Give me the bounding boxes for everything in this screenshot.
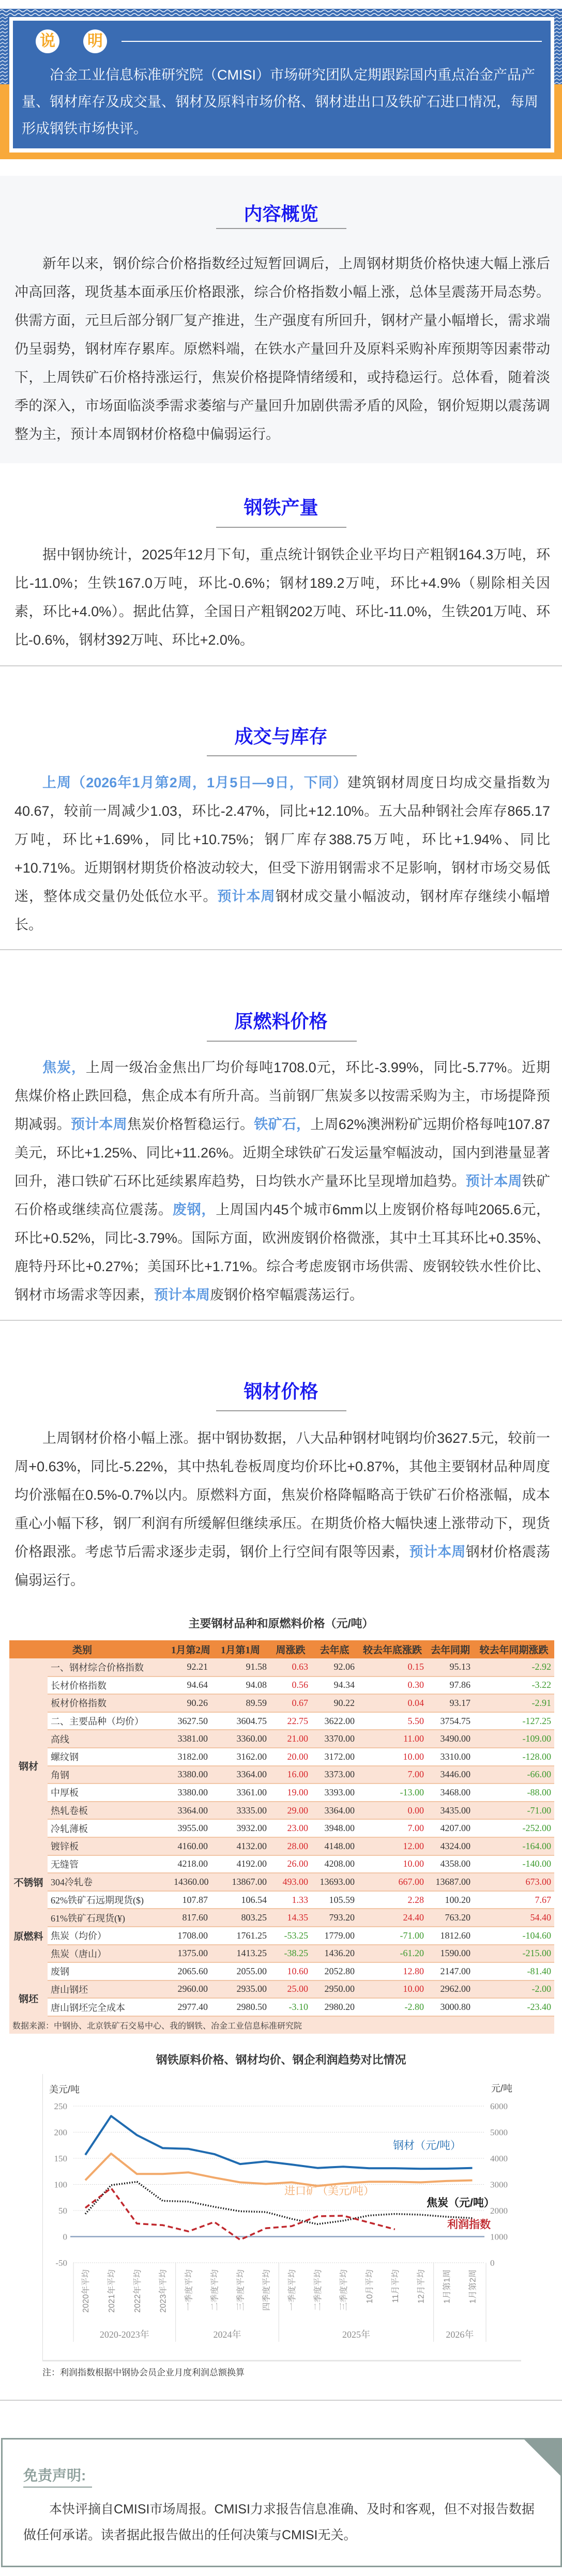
x-axis-tick-label: 12月平均 (417, 2269, 426, 2304)
table-value-cell: 3435.00 (427, 1802, 474, 1820)
table-value-cell: 1436.20 (311, 1945, 358, 1963)
right-axis-tick-label: 6000 (490, 2101, 508, 2111)
table-column-header: 1月第2周 (171, 1640, 211, 1658)
section-title-underline (207, 755, 357, 756)
x-axis-tick-label: 一季度平均 (288, 2269, 297, 2311)
table-value-cell: -128.00 (474, 1748, 554, 1766)
table-value-cell: 14.35 (270, 1909, 311, 1927)
body-text: 上周钢材价格小幅上涨。据中钢协数据，八大品种钢材吨钢均价3627.5元，较前一周+0.63%，同比-5.22%，其中热轧卷板周度均价环比+0.87%，其他主要钢材品种周度均价涨幅在0.5%-0.7%以内。原燃料方面，焦炭价格降幅略高于铁矿石价格涨幅，成本重心小幅下移，钢厂利润有所缓解但继续承压。在期货价格大幅快速上涨带动下，现货价格跟涨。考虑节后需求逐步走弱，钢价上行空间有限等因素， (14, 1430, 550, 1560)
table-value-cell: 14360.00 (171, 1873, 211, 1891)
table-value-cell: 1375.00 (171, 1945, 211, 1963)
table-category-cell: 原燃料 (9, 1891, 48, 1980)
table-value-cell: 3380.00 (171, 1784, 211, 1802)
table-item-name: 角钢 (48, 1766, 171, 1784)
table-row (9, 1855, 554, 1873)
table-category-cell: 不锈钢 (9, 1873, 48, 1891)
table-value-cell: 3172.00 (311, 1748, 358, 1766)
table-item-name: 二、主要品种（均价） (48, 1712, 171, 1730)
table-value-cell: -23.40 (474, 1998, 554, 2016)
body-text: 新年以来，钢价综合价格指数经过短暂回调后，上周钢材期货价格快速大幅上涨后冲高回落，现货基本面承压价格跟涨，综合价格指数小幅上涨，总体呈震荡开局态势。供需方面，元旦后部分钢厂复产推进，生产强度有所回升，钢材产量小幅增长，需求端仍呈弱势，钢材库存累库。原燃料端，在铁水产量回升及原料采购补库预期等因素带动下，上周铁矿石价格持涨运行，焦炭价格提降情绪缓和，或持稳运行。总体看，随着淡季的深入，市场面临淡季需求萎缩与产量回升加剧供需矛盾的风险，钢价短期以震荡调整为主，预计本周钢材价格稳中偏弱运行。 (14, 256, 550, 442)
highlight-text: 废钢， (172, 1202, 216, 1217)
table-value-cell: -127.25 (474, 1712, 554, 1730)
series-line-2 (85, 2182, 473, 2224)
table-value-cell: -252.00 (474, 1819, 554, 1837)
table-value-cell: 0.67 (270, 1694, 311, 1712)
table-value-cell: 0.00 (358, 1802, 427, 1820)
table-item-name: 62%铁矿石远期现货($) (48, 1891, 171, 1909)
table-value-cell: 92.06 (311, 1658, 358, 1676)
section-title: 内容概览 (244, 203, 318, 224)
table-value-cell: -3.22 (474, 1676, 554, 1695)
table-row (9, 1909, 554, 1927)
table-value-cell: 16.00 (270, 1766, 311, 1784)
table-value-cell: 3468.00 (427, 1784, 474, 1802)
header-description: 冶金工业信息标准研究院（CMISI）市场研究团队定期跟踪国内重点冶金产品产量、钢材库存及成交量、钢材及原料市场价格、钢材进出口及铁矿石进口情况，每周形成钢铁市场快评。 (22, 67, 538, 136)
right-axis-tick-label: 0 (490, 2258, 495, 2268)
series-label: 钢材（元/吨） (393, 2140, 461, 2152)
table-value-cell: 13693.00 (311, 1873, 358, 1891)
table-value-cell: -104.60 (474, 1927, 554, 1945)
table-value-cell: -2.91 (474, 1694, 554, 1712)
table-value-cell: 667.00 (358, 1873, 427, 1891)
table-value-cell: 24.40 (358, 1909, 427, 1927)
table-value-cell: 2960.00 (171, 1980, 211, 1999)
table-value-cell: 90.22 (311, 1694, 358, 1712)
table-value-cell: 3393.00 (311, 1784, 358, 1802)
table-item-name: 螺纹钢 (48, 1748, 171, 1766)
highlight-text: 预计本周 (71, 1117, 127, 1132)
chart-title: 钢铁原料价格、钢材均价、钢企利润趋势对比情况 (156, 2053, 406, 2066)
table-value-cell: 3490.00 (427, 1730, 474, 1748)
series-label: 焦炭（元/吨） (427, 2197, 495, 2209)
table-item-name: 板材价格指数 (48, 1694, 171, 1712)
section-title: 钢材价格 (244, 1381, 318, 1402)
section-paragraph (14, 541, 550, 654)
table-value-cell: -2.80 (358, 1998, 427, 2016)
table-column-header: 较去年底涨跌 (358, 1640, 427, 1658)
left-axis-tick-label: 100 (54, 2179, 67, 2190)
table-column-header: 1月第1周 (211, 1640, 270, 1658)
x-axis-tick-label: 二季度平均 (210, 2269, 220, 2311)
table-row (9, 1927, 554, 1945)
table-value-cell: 3364.00 (211, 1766, 270, 1784)
table-category-cell: 钢材 (9, 1658, 48, 1873)
table-value-cell: 2977.40 (171, 1998, 211, 2016)
table-row (9, 1891, 554, 1909)
table-value-cell: -13.00 (358, 1784, 427, 1802)
series-label: 利润指数 (447, 2219, 491, 2231)
right-axis-tick-label: 4000 (490, 2154, 508, 2163)
table-value-cell: 2.28 (358, 1891, 427, 1909)
table-row (9, 1802, 554, 1820)
table-value-cell: 12.80 (358, 1962, 427, 1980)
x-axis-tick-label: 一季度平均 (185, 2269, 194, 2311)
table-value-cell: 19.00 (270, 1784, 311, 1802)
table-value-cell: 4192.00 (211, 1855, 270, 1873)
table-value-cell: -61.20 (358, 1945, 427, 1963)
x-axis-tick-label: 三季度平均 (340, 2269, 348, 2311)
table-value-cell: 93.17 (427, 1694, 474, 1712)
table-value-cell: -53.25 (270, 1927, 311, 1945)
section-paragraph (14, 1424, 550, 1595)
table-value-cell: 3627.50 (171, 1712, 211, 1730)
x-axis-tick-label: 1月第2周 (468, 2269, 478, 2304)
highlight-text: 预计本周 (154, 1287, 210, 1303)
table-value-cell: 1590.00 (427, 1945, 474, 1963)
table-value-cell: 4208.00 (311, 1855, 358, 1873)
body-text: 钢材成交量小幅波动，钢材库存继续小幅增长。 (14, 889, 551, 933)
x-axis-tick-label: 1月第1周 (443, 2269, 452, 2304)
table-value-cell: -81.40 (474, 1962, 554, 1980)
x-axis-group-label: 2024年 (213, 2329, 241, 2340)
left-axis-tick-label: 250 (54, 2101, 67, 2111)
section-title-underline (207, 1041, 357, 1042)
body-text: 据中钢协统计，2025年12月下旬，重点统计钢铁企业平均日产粗钢164.3万吨，环比-11.0%；生铁167.0万吨，环比-0.6%；钢材189.2万吨，环比+4.9%（剔除相关因素，环比+4.0%）。据此估算，全国日产粗钢202万吨、环比-11.0%，生铁201万吨、环比-0.6%，钢材392万吨、环比+2.0%。 (14, 547, 550, 648)
table-value-cell: -164.00 (474, 1837, 554, 1855)
body-text: 上周62%澳洲粉矿远期价格每吨107.87美元，环比+1.25%、同比+11.26%。近期全球铁矿石发运量窄幅波动，国内到港量显著回升，港口铁矿石环比延续累库趋势，日均铁水产量环比呈现增加趋势。 (14, 1117, 551, 1189)
table-value-cell: 1812.60 (427, 1927, 474, 1945)
table-row (9, 1819, 554, 1837)
table-item-name: 冷轧薄板 (48, 1819, 171, 1837)
table-value-cell: 2065.60 (171, 1962, 211, 1980)
table-value-cell: -140.00 (474, 1855, 554, 1873)
table-value-cell: 7.00 (358, 1766, 427, 1784)
right-axis-tick-label: 1000 (490, 2232, 508, 2242)
table-item-name: 长材价格指数 (48, 1676, 171, 1695)
table-value-cell: 1413.25 (211, 1945, 270, 1963)
table-value-cell: 0.30 (358, 1676, 427, 1695)
table-value-cell: 54.40 (474, 1909, 554, 1927)
table-item-name: 61%铁矿石现货(¥) (48, 1909, 171, 1927)
table-column-header: 较去年同期涨跌 (474, 1640, 554, 1658)
x-axis-tick-label: 二季度平均 (314, 2269, 323, 2311)
section-paragraph (14, 1054, 550, 1309)
table-value-cell: 89.59 (211, 1694, 270, 1712)
table-value-cell: 3948.00 (311, 1819, 358, 1837)
right-axis-tick-label: 2000 (490, 2206, 508, 2216)
disclaimer-title: 免责声明: (23, 2467, 86, 2483)
table-value-cell: -2.92 (474, 1658, 554, 1676)
section-paragraph (14, 769, 550, 939)
x-axis-tick-label: 2023年平均 (159, 2269, 168, 2313)
table-value-cell: 3754.75 (427, 1712, 474, 1730)
table-value-cell: 3446.00 (427, 1766, 474, 1784)
table-value-cell: 3955.00 (171, 1819, 211, 1837)
x-axis-tick-label: 11月平均 (391, 2269, 400, 2303)
table-value-cell: 3364.00 (171, 1802, 211, 1820)
table-row (9, 1712, 554, 1730)
table-item-name: 焦炭（唐山） (48, 1945, 171, 1963)
table-column-header: 去年同期 (427, 1640, 474, 1658)
table-value-cell: 2147.00 (427, 1962, 474, 1980)
table-column-header: 去年底 (311, 1640, 358, 1658)
table-value-cell: 2055.00 (211, 1962, 270, 1980)
x-axis-tick-label: 2021年平均 (107, 2269, 116, 2313)
table-row (9, 1748, 554, 1766)
corner-triangle-decoration (524, 2440, 560, 2476)
left-axis-tick-label: -50 (55, 2258, 67, 2268)
table-value-cell: 3361.00 (211, 1784, 270, 1802)
table-value-cell: 3182.00 (171, 1748, 211, 1766)
section-title: 原燃料价格 (234, 1011, 328, 1032)
section-divider (0, 665, 562, 666)
table-value-cell: 12.00 (358, 1837, 427, 1855)
x-axis-tick-label: 四季度平均 (262, 2269, 271, 2311)
table-item-name: 中厚板 (48, 1784, 171, 1802)
table-item-name: 304冷轧卷 (48, 1873, 171, 1891)
table-value-cell: 3932.00 (211, 1819, 270, 1837)
table-value-cell: 10.60 (270, 1962, 311, 1980)
table-value-cell: -3.10 (270, 1998, 311, 2016)
table-row (9, 1998, 554, 2016)
table-value-cell: 26.00 (270, 1855, 311, 1873)
table-value-cell: 22.75 (270, 1712, 311, 1730)
table-value-cell: 1708.00 (171, 1927, 211, 1945)
table-item-name: 高线 (48, 1730, 171, 1748)
section-title-underline (216, 228, 346, 229)
table-value-cell: 92.21 (171, 1658, 211, 1676)
table-value-cell: 105.59 (311, 1891, 358, 1909)
section-title: 成交与库存 (234, 726, 328, 747)
table-row (9, 1676, 554, 1695)
table-value-cell: 4160.00 (171, 1837, 211, 1855)
disclaimer-underline (23, 2487, 92, 2488)
table-source-note: 数据来源：中钢协、北京铁矿石交易中心、我的钢铁、冶金工业信息标准研究院 (9, 2016, 554, 2034)
table-value-cell: 4207.00 (427, 1819, 474, 1837)
table-value-cell: 10.00 (358, 1748, 427, 1766)
table-value-cell: 28.00 (270, 1837, 311, 1855)
x-axis-group-label: 2025年 (342, 2329, 370, 2340)
table-value-cell: 4132.00 (211, 1837, 270, 1855)
table-item-name: 热轧卷板 (48, 1802, 171, 1820)
table-value-cell: 97.86 (427, 1676, 474, 1695)
disclaimer-text: 本快评摘自CMISI市场周报。CMISI力求报告信息准确、及时和客观，但不对报告数据做任何承诺。读者据此报告做出的任何决策与CMISI无关。 (23, 2502, 535, 2542)
table-value-cell: 763.20 (427, 1909, 474, 1927)
table-value-cell: 4358.00 (427, 1855, 474, 1873)
left-axis-tick-label: 200 (54, 2127, 67, 2138)
section-title-underline (216, 527, 346, 528)
table-value-cell: 7.00 (358, 1819, 427, 1837)
table-item-name: 镀锌板 (48, 1837, 171, 1855)
right-axis-tick-label: 5000 (490, 2127, 508, 2138)
table-column-header: 周涨跌 (270, 1640, 311, 1658)
table-item-name: 焦炭（均价） (48, 1927, 171, 1945)
table-row (9, 1980, 554, 1999)
trend-chart (0, 2068, 562, 2357)
section-divider (0, 1320, 562, 1321)
table-value-cell: 10.00 (358, 1980, 427, 1999)
table-value-cell: -66.00 (474, 1766, 554, 1784)
table-value-cell: 1779.00 (311, 1927, 358, 1945)
body-text: 废钢价格窄幅震荡运行。 (210, 1287, 363, 1303)
table-value-cell: 2962.00 (427, 1980, 474, 1999)
table-category-cell: 钢坯 (9, 1980, 48, 2016)
x-axis-group-label: 2026年 (446, 2329, 474, 2340)
section-divider (0, 949, 562, 950)
chart-note: 注：利润指数根据中钢协会员企业月度利润总额换算 (42, 2368, 245, 2377)
table-value-cell: 10.00 (358, 1855, 427, 1873)
table-item-name: 一、钢材综合价格指数 (48, 1658, 171, 1676)
table-row (9, 1945, 554, 1963)
table-value-cell: 3310.00 (427, 1748, 474, 1766)
table-value-cell: 3370.00 (311, 1730, 358, 1748)
highlight-text: 上周（2026年1月第2周，1月5日—9日，下同） (42, 775, 347, 790)
table-value-cell: 106.54 (211, 1891, 270, 1909)
table-value-cell: 0.56 (270, 1676, 311, 1695)
table-value-cell: 2052.80 (311, 1962, 358, 1980)
table-value-cell: -38.25 (270, 1945, 311, 1963)
price-table (9, 1640, 554, 2034)
header-rule (121, 41, 542, 42)
x-axis-tick-label: 2020年平均 (82, 2269, 90, 2313)
table-value-cell: -2.00 (474, 1980, 554, 1999)
table-value-cell: 2935.00 (211, 1980, 270, 1999)
table-value-cell: -71.00 (474, 1802, 554, 1820)
table-value-cell: -88.00 (474, 1784, 554, 1802)
series-label: 进口矿（美元/吨） (284, 2185, 374, 2197)
table-row (9, 1837, 554, 1855)
table-value-cell: 3381.00 (171, 1730, 211, 1748)
table-value-cell: 2980.50 (211, 1998, 270, 2016)
table-value-cell: -71.00 (358, 1927, 427, 1945)
table-value-cell: 3622.00 (311, 1712, 358, 1730)
table-value-cell: 13687.00 (427, 1873, 474, 1891)
left-axis-label: 美元/吨 (49, 2084, 80, 2095)
table-value-cell: 1.33 (270, 1891, 311, 1909)
table-value-cell: 95.13 (427, 1658, 474, 1676)
table-value-cell: 7.67 (474, 1891, 554, 1909)
table-value-cell: 4218.00 (171, 1855, 211, 1873)
table-header-row (9, 1640, 554, 1658)
highlight-text: 焦炭， (42, 1060, 86, 1075)
table-value-cell: 673.00 (474, 1873, 554, 1891)
highlight-text: 预计本周 (465, 1173, 522, 1189)
table-value-cell: 3373.00 (311, 1766, 358, 1784)
table-item-name: 唐山钢坯完全成本 (48, 1998, 171, 2016)
table-value-cell: 94.64 (171, 1676, 211, 1695)
x-axis-group-label: 2020-2023年 (99, 2329, 149, 2340)
right-axis-label: 元/吨 (491, 2083, 513, 2094)
left-axis-tick-label: 150 (54, 2154, 67, 2163)
price-table-title: 主要钢材品种和原燃料价格（元/吨） (188, 1617, 374, 1630)
section-title: 钢铁产量 (244, 497, 318, 518)
table-row (9, 1694, 554, 1712)
table-value-cell: -109.00 (474, 1730, 554, 1748)
table-value-cell: 0.04 (358, 1694, 427, 1712)
table-value-cell: 20.00 (270, 1748, 311, 1766)
table-value-cell: 817.60 (171, 1909, 211, 1927)
table-value-cell: 3360.00 (211, 1730, 270, 1748)
table-row (9, 1766, 554, 1784)
table-value-cell: 91.58 (211, 1658, 270, 1676)
table-value-cell: 3604.75 (211, 1712, 270, 1730)
table-value-cell: 2950.00 (311, 1980, 358, 1999)
header-badge-char: 说 (36, 29, 59, 53)
table-item-name: 废钢 (48, 1962, 171, 1980)
body-text: 焦炭价格暂稳运行。 (127, 1117, 254, 1132)
table-value-cell: 4148.00 (311, 1837, 358, 1855)
section-divider (0, 2400, 562, 2401)
table-item-name: 唐山钢坯 (48, 1980, 171, 1999)
table-value-cell: 13867.00 (211, 1873, 270, 1891)
table-value-cell: -215.00 (474, 1945, 554, 1963)
section-paragraph (14, 250, 550, 449)
header-badge-char: 明 (83, 29, 107, 53)
table-value-cell: 3000.80 (427, 1998, 474, 2016)
table-row (9, 1730, 554, 1748)
table-value-cell: 21.00 (270, 1730, 311, 1748)
table-value-cell: 11.00 (358, 1730, 427, 1748)
body-text: 钢材价格震荡偏弱运行。 (14, 1544, 551, 1588)
highlight-text: 预计本周 (409, 1544, 466, 1560)
table-row (9, 1873, 554, 1891)
table-value-cell: 0.63 (270, 1658, 311, 1676)
table-row (9, 1962, 554, 1980)
body-text: 建筑钢材周度日均成交量指数为40.67，较前一周减少1.03，环比-2.47%，同比+12.10%。五大品种钢社会库存865.17万吨，环比+1.69%，同比+10.75%；钢厂库存388.75万吨，环比+1.94%、同比+10.71%。近期钢材期货价格波动较大，但受下游用钢需求不足影响，钢材市场交易低迷，整体成交量仍处低位水平。 (14, 775, 550, 904)
table-value-cell: 803.25 (211, 1909, 270, 1927)
table-value-cell: 3162.00 (211, 1748, 270, 1766)
left-axis-tick-label: 50 (58, 2206, 67, 2216)
table-value-cell: 94.08 (211, 1676, 270, 1695)
table-value-cell: 0.15 (358, 1658, 427, 1676)
x-axis-tick-label: 2022年平均 (133, 2269, 142, 2313)
body-text: 上周一级冶金焦出厂均价每吨1708.0元，环比-3.99%，同比-5.77%。近期焦煤价格止跌回稳，焦企成本有所升高。当前钢厂焦炭多以按需采购为主，市场提降预期减弱。 (14, 1060, 550, 1132)
table-value-cell: 2980.20 (311, 1998, 358, 2016)
table-value-cell: 493.00 (270, 1873, 311, 1891)
table-item-name: 无缝管 (48, 1855, 171, 1873)
left-axis-tick-label: 0 (63, 2232, 67, 2242)
table-value-cell: 100.20 (427, 1891, 474, 1909)
highlight-text: 预计本周 (217, 889, 276, 904)
table-value-cell: 1761.25 (211, 1927, 270, 1945)
table-value-cell: 94.34 (311, 1676, 358, 1695)
body-text: 上周国内45个城市6mm以上废钢价格每吨2065.6元，环比+0.52%，同比-3.79%。国际方面，欧洲废钢价格微涨，其中土耳其环比+0.35%、鹿特丹环比+0.27%；美国环比+1.71%。综合考虑废钢市场供需、废钢较铁水性价比、钢材市场需求等因素， (14, 1202, 551, 1303)
table-value-cell: 29.00 (270, 1802, 311, 1820)
x-axis-tick-label: 三季度平均 (236, 2269, 246, 2311)
table-value-cell: 90.26 (171, 1694, 211, 1712)
table-column-header: 类别 (9, 1640, 171, 1658)
body-text: 铁矿石价格或继续高位震荡。 (14, 1173, 551, 1217)
section-title-underline (216, 1410, 346, 1411)
table-value-cell: 3335.00 (211, 1802, 270, 1820)
right-axis-tick-label: 3000 (490, 2179, 508, 2190)
x-axis-tick-label: 10月平均 (365, 2269, 374, 2304)
highlight-text: 铁矿石， (254, 1117, 311, 1132)
table-value-cell: 107.87 (171, 1891, 211, 1909)
disclaimer-box (1, 2438, 562, 2567)
table-value-cell: 3380.00 (171, 1766, 211, 1784)
table-value-cell: 25.00 (270, 1980, 311, 1999)
table-row (9, 1658, 554, 1676)
table-value-cell: 3364.00 (311, 1802, 358, 1820)
table-row (9, 1784, 554, 1802)
table-value-cell: 23.00 (270, 1819, 311, 1837)
table-value-cell: 5.50 (358, 1712, 427, 1730)
table-value-cell: 4324.00 (427, 1837, 474, 1855)
table-value-cell: 793.20 (311, 1909, 358, 1927)
